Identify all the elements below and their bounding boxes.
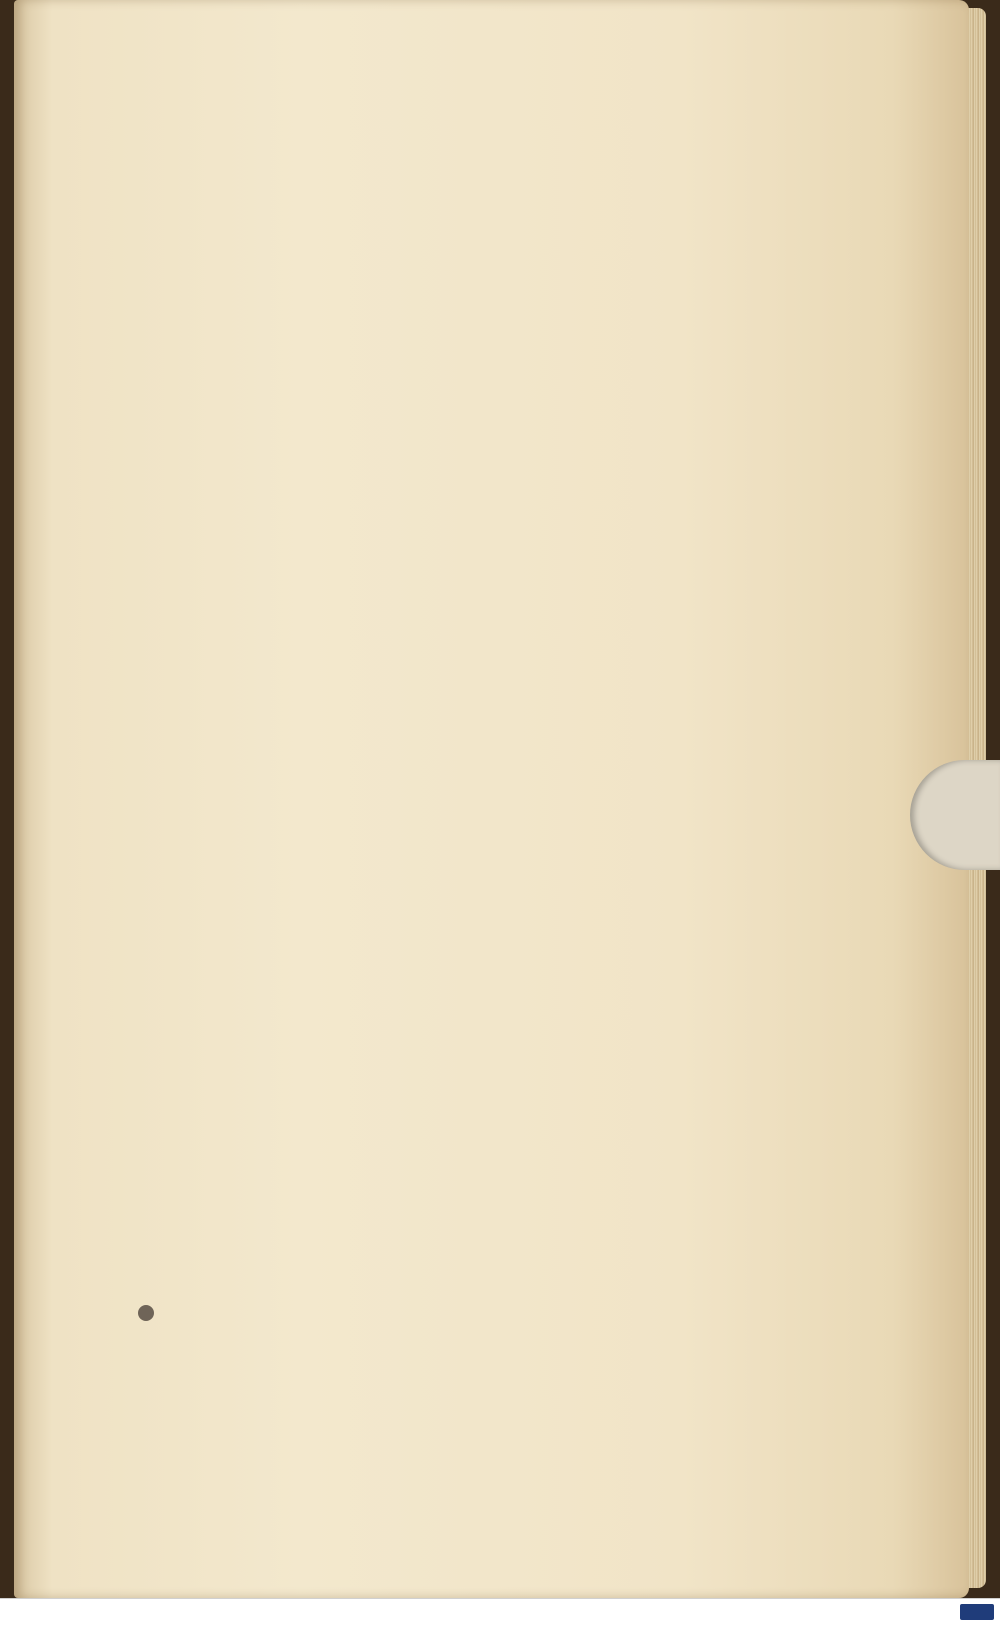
dfg-logo: [960, 1604, 994, 1620]
footer-bar: [0, 1598, 1000, 1627]
ink-smudge: [138, 1305, 154, 1321]
book-page: [14, 0, 969, 1598]
